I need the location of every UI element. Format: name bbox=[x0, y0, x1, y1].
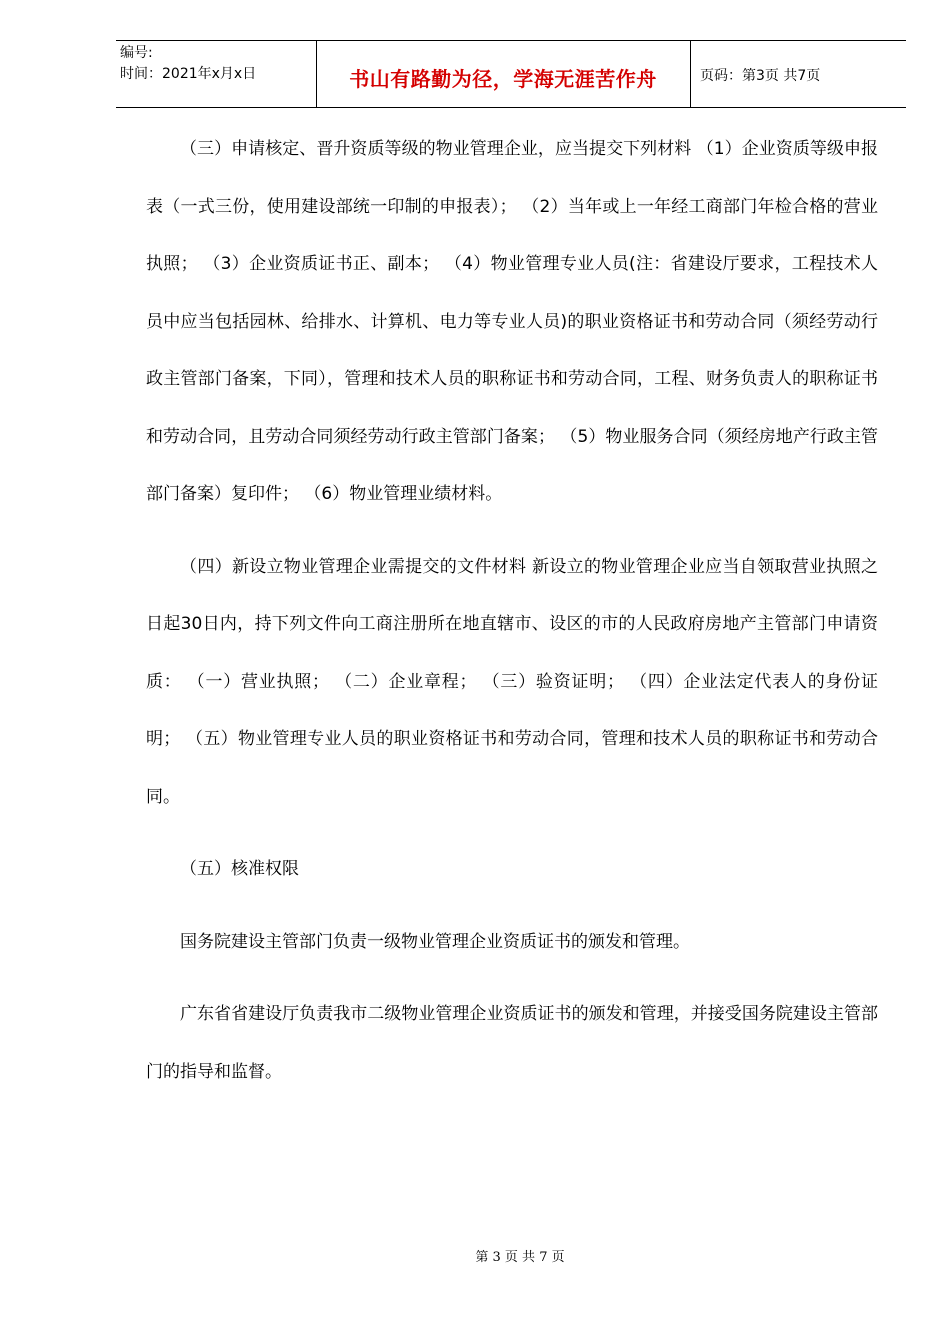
document-number-label: 编号: bbox=[120, 45, 153, 61]
header-motto: 书山有路勤为径，学海无涯苦作舟 bbox=[349, 67, 657, 91]
header-divider-right bbox=[690, 41, 691, 107]
paragraph-application-materials: （三）申请核定、晋升资质等级的物业管理企业，应当提交下列材料 （1）企业资质等级申报表（一式三份，使用建设部统一印制的申报表）； （2）当年或上一年经工商部门年检合格的营业执照； （3）企业资质证书正、副本； （4）物业管理专业人员(注：省建设厅要求，工程技术人员中应当包括园林、给排水、计算机、电力等专业人员)的职业资格证书和劳动合同（须经劳动行政主管部门备案，下同），管理和技术人员的职称证书和劳动合同，工程、财务负责人的职称证书和劳动合同，且劳动合同须经劳动行政主管部门备案； （5）物业服务合同（须经房地产行政主管部门备案）复印件； （6）物业管理业绩材料。 bbox=[146, 139, 878, 504]
header-page-info: 页码：第3页 共7页 bbox=[700, 68, 821, 84]
header-meta bbox=[120, 43, 256, 85]
paragraph-provincial-authority: 广东省省建设厅负责我市二级物业管理企业资质证书的颁发和管理，并接受国务院建设主管部门的指导和监督。 bbox=[146, 1004, 878, 1082]
document-time-label: 时间：2021年x月x日 bbox=[120, 66, 257, 82]
page-footer: 第 3 页 共 7 页 bbox=[475, 1250, 565, 1265]
paragraph-state-council-authority: 国务院建设主管部门负责一级物业管理企业资质证书的颁发和管理。 bbox=[180, 931, 690, 952]
paragraph-new-enterprise-materials: （四）新设立物业管理企业需提交的文件材料 新设立的物业管理企业应当自领取营业执照之日起30日内，持下列文件向工商注册所在地直辖市、设区的市的人民政府房地产主管部门申请资质： （一）营业执照； （二）企业章程； （三）验资证明； （四）企业法定代表人的身份证明； （五）物业管理专业人员的职业资格证书和劳动合同，管理和技术人员的职称证书和劳动合同。 bbox=[146, 556, 878, 807]
document-header bbox=[116, 40, 906, 108]
document-body bbox=[146, 121, 878, 1116]
paragraph-approval-authority-heading: （五）核准权限 bbox=[180, 859, 299, 879]
